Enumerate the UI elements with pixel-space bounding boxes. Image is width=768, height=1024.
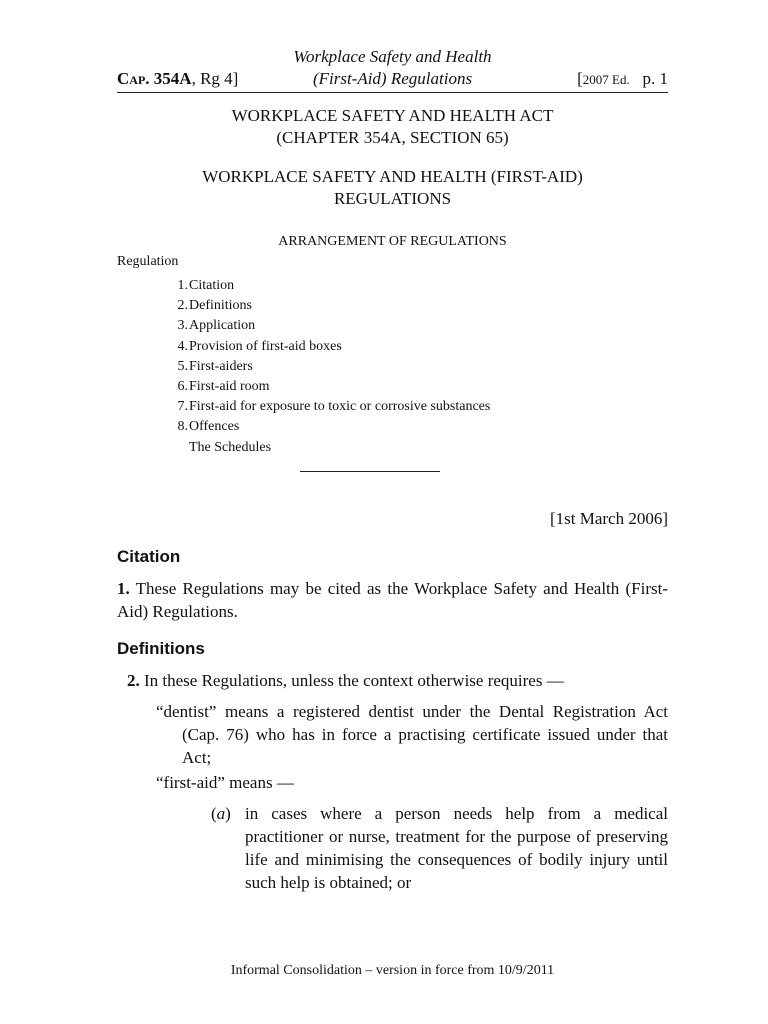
arrangement-item (117, 317, 668, 337)
arrangement-item-label: First-aid room (189, 378, 270, 394)
item-a-open-paren: ( (211, 804, 217, 823)
item-a-label (211, 802, 245, 825)
arrangement-item-number: 6. (177, 378, 188, 394)
arrangement-item (117, 418, 668, 438)
definitions-number: 2. (127, 671, 140, 690)
arrangement-item-label: Provision of first-aid boxes (189, 338, 342, 354)
citation-paragraph (117, 577, 668, 623)
arrangement-item-label: First-aiders (189, 358, 253, 374)
citation-heading: Citation (117, 547, 181, 566)
arrangement-item-label: Citation (189, 278, 235, 293)
arrangement-column-label: Regulation (117, 254, 179, 269)
arrangement-item (117, 338, 668, 358)
item-a-letter: a (216, 804, 226, 823)
header-edition: 2007 Ed. (582, 72, 630, 87)
arrangement-item (117, 398, 668, 418)
header-rule (117, 92, 668, 93)
header-title-line1: Workplace Safety and Health (293, 47, 492, 66)
header-page-number: p. 1 (642, 69, 668, 88)
arrangement-item (117, 358, 668, 378)
definition-first-aid-item-a (211, 802, 668, 894)
citation-text: These Regulations may be cited as the Workplace Safety and Health (First-Aid) Regulations. (117, 579, 668, 621)
arrangement-item (117, 277, 668, 297)
definitions-heading: Definitions (117, 639, 205, 658)
definition-dentist: “dentist” means a registered dentist under the Dental Registration Act (Cap. 76) who has in force a practising certificate issued under that Act; (156, 702, 668, 767)
header-cap-suffix: , Rg 4] (191, 69, 239, 88)
arrangement-item-number: 1. (177, 278, 188, 293)
arrangement-item-label: Offences (189, 419, 240, 435)
act-title (117, 105, 668, 149)
arrangement-item-number: 8. (177, 419, 188, 435)
arrangement-item (117, 297, 668, 317)
arrangement-item (117, 378, 668, 398)
definitions-intro-text: In these Regulations, unless the context otherwise requires — (139, 671, 564, 690)
arrangement-item-label: Definitions (189, 298, 252, 314)
arrangement-item-number: 2. (177, 298, 188, 314)
regulations-title (117, 166, 668, 210)
header-title-line2: (First-Aid) Regulations (312, 69, 473, 88)
definition-first-aid: “first-aid” means — (156, 773, 294, 792)
regulations-title-line1: WORKPLACE SAFETY AND HEALTH (FIRST-AID) (202, 167, 583, 186)
document-page (117, 0, 668, 1024)
arrangement-item-number: 5. (177, 358, 188, 374)
arrangement-item-number: 7. (177, 399, 188, 415)
arrangement-item-number: 3. (177, 318, 188, 334)
item-a-close-paren: ) (225, 804, 231, 823)
header-edition-page (577, 69, 668, 89)
definitions-intro (127, 669, 668, 692)
header-edition-bracket: [ (577, 69, 583, 88)
act-title-line1: WORKPLACE SAFETY AND HEALTH ACT (231, 106, 554, 125)
arrangement-item (117, 439, 668, 459)
header-cap-label: Cap. (117, 69, 150, 88)
page-footer: Informal Consolidation – version in force from 10/9/2011 (230, 963, 555, 978)
arrangement-list (117, 277, 668, 459)
arrangement-item-label: First-aid for exposure to toxic or corrosive substances (189, 399, 491, 415)
arrangement-item-label: Application (189, 318, 256, 334)
arrangement-item-label: The Schedules (189, 439, 272, 455)
citation-number: 1. (117, 579, 130, 598)
header-row (117, 69, 668, 91)
arrangement-item-number: 4. (177, 338, 188, 354)
act-title-line2: (CHAPTER 354A, SECTION 65) (276, 128, 509, 147)
regulations-title-line2: REGULATIONS (333, 189, 452, 208)
header-cap-number: 354A (153, 69, 192, 88)
commencement-date: [1st March 2006] (549, 509, 668, 528)
section-divider-rule (300, 471, 440, 472)
arrangement-title: ARRANGEMENT OF REGULATIONS (278, 234, 507, 249)
item-a-text: in cases where a person needs help from a medical practitioner or nurse, treatment for the purpose of preserving life and minimising the consequences of bodily injury until such help is obtained; or (245, 804, 668, 892)
